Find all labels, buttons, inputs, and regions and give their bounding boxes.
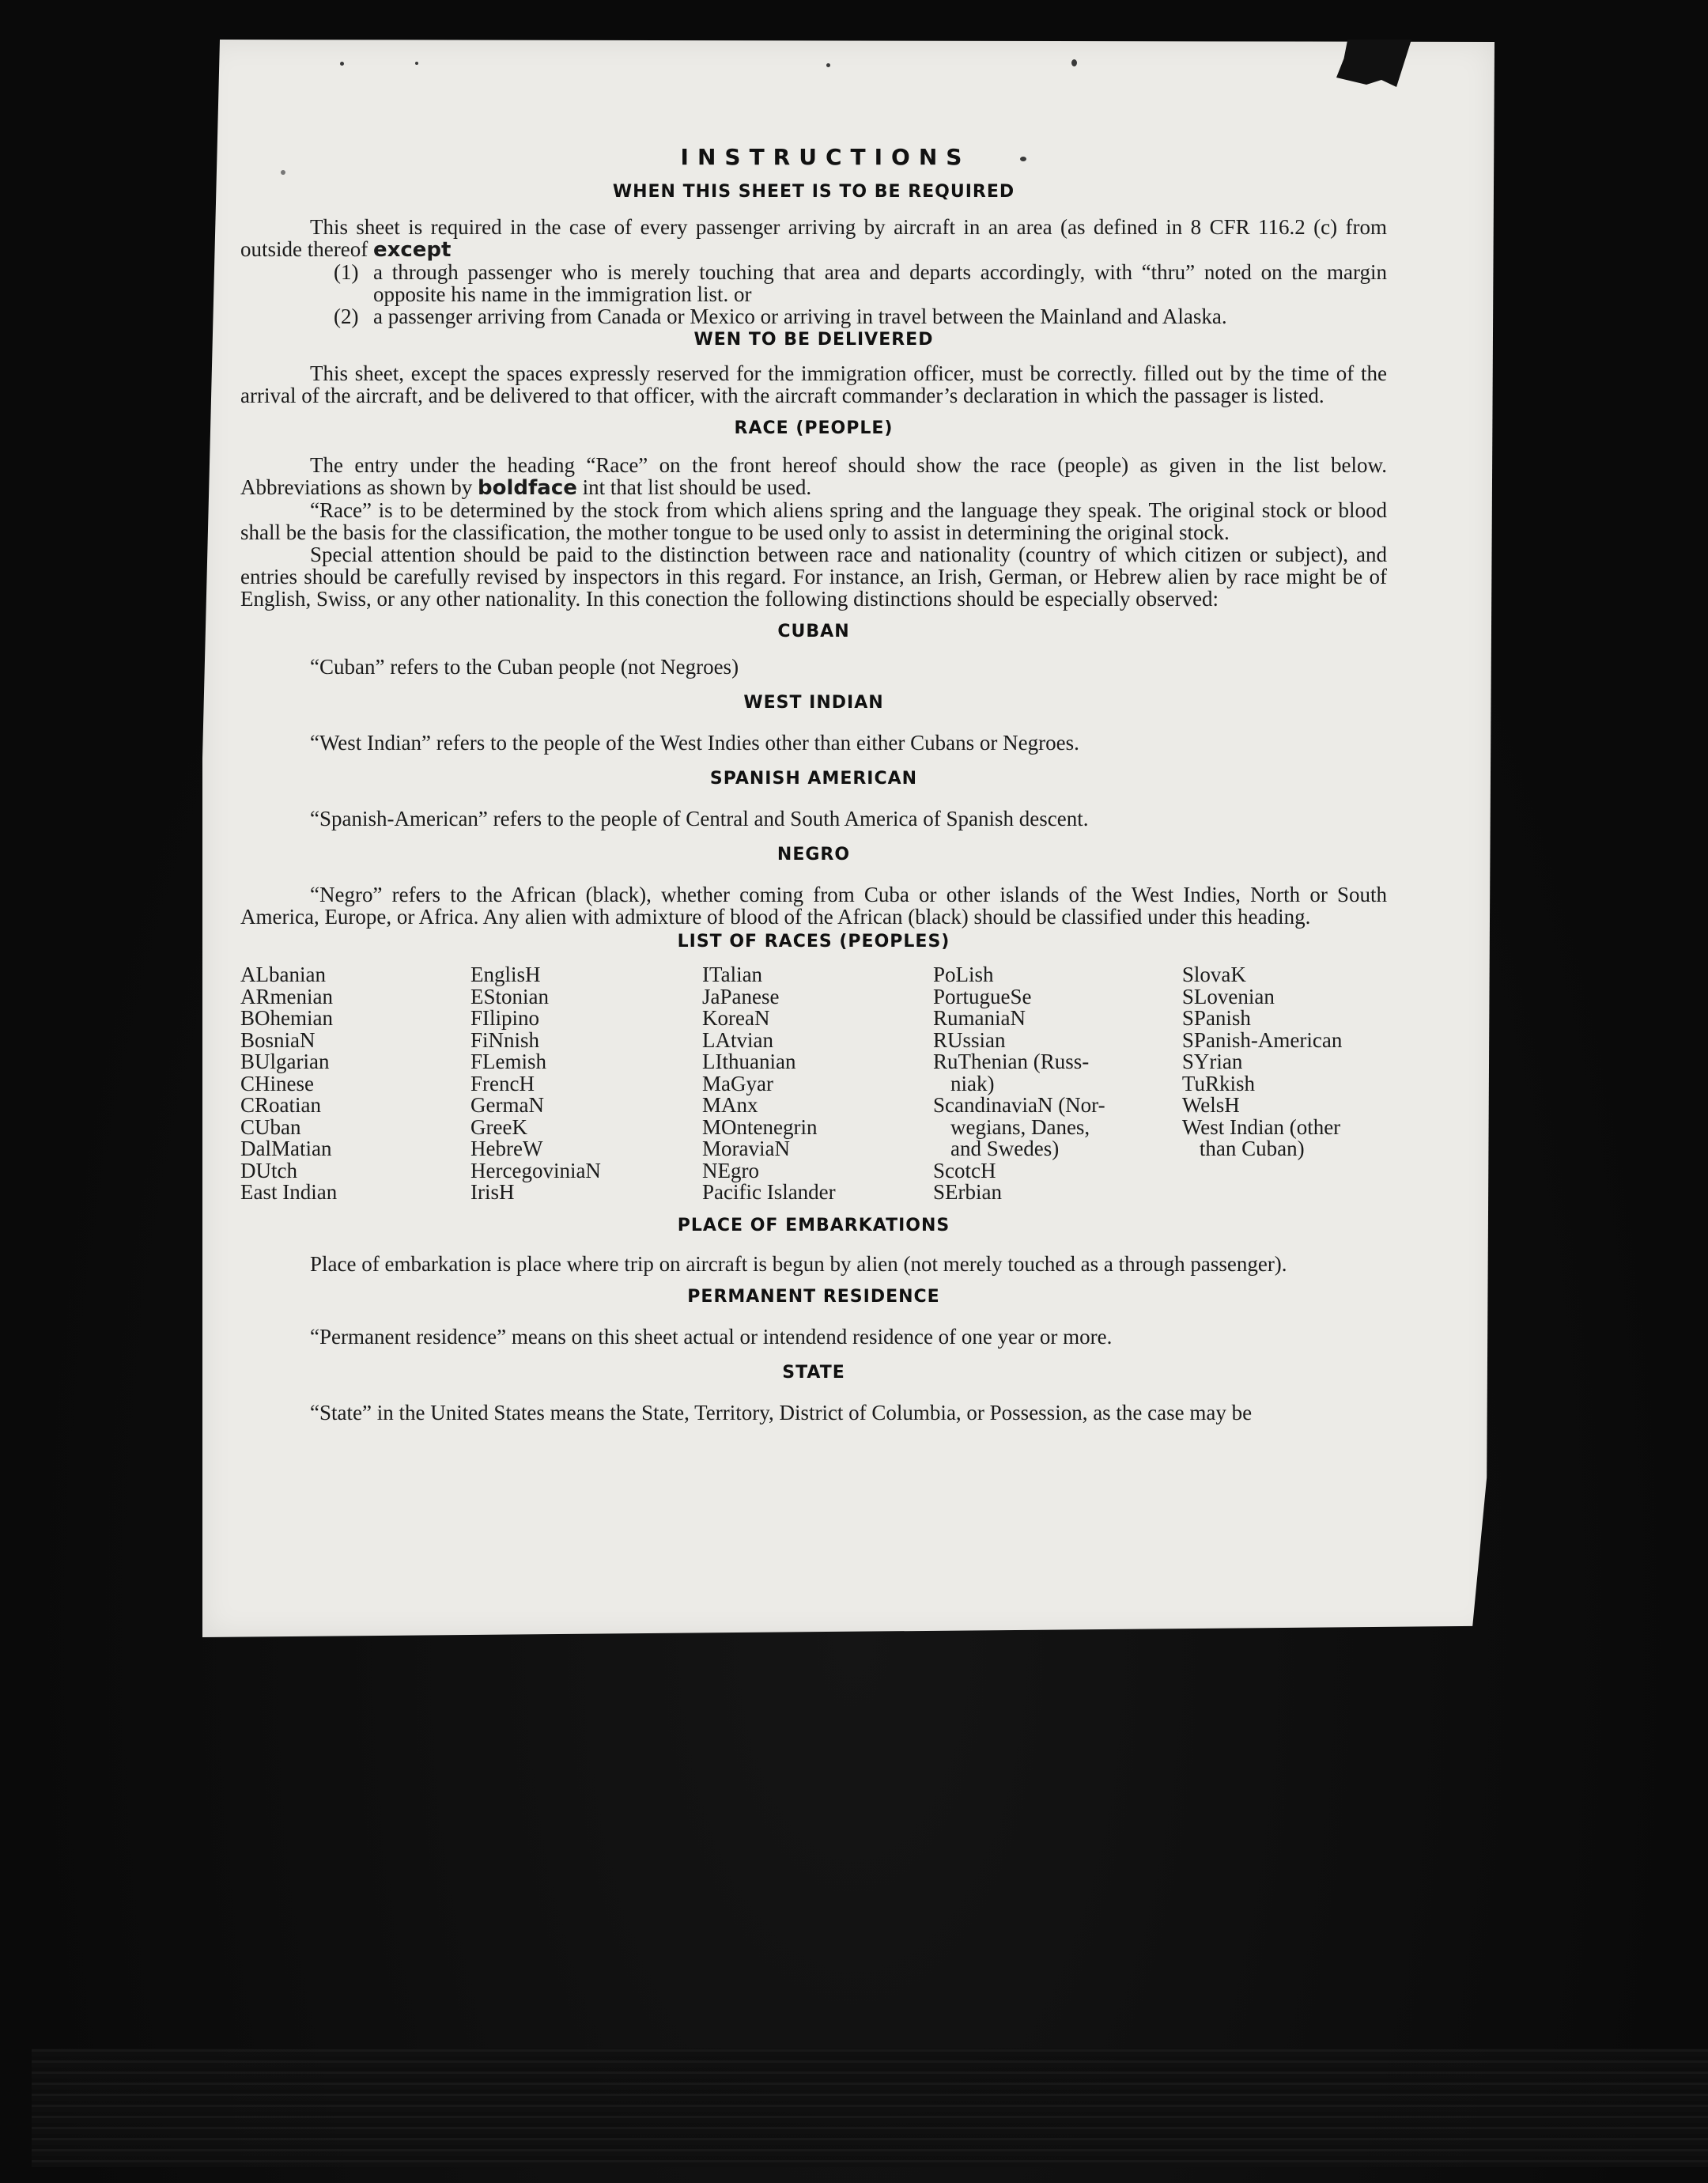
list-item <box>240 305 1387 327</box>
race-entry: CHinese <box>240 1071 314 1095</box>
races-column-4 <box>933 964 1182 1204</box>
race-entry: LAtvian <box>701 1027 773 1052</box>
race-entry-continuation: niak) <box>950 1071 995 1095</box>
race-entry: Pacific Islander <box>701 1180 836 1204</box>
west-indian-text: “West Indian” refers to the people of the West Indies other than either Cubans or Negroes. <box>310 731 1079 755</box>
race-paragraph-2: “Race” is to be determined by the stock from which aliens spring and the language they speak. The original stock or blood shall be the basis for the classification, the mother tongue to be used only to assist in determining the original stock. <box>240 498 1387 544</box>
heading-spanish-american: SPANISH AMERICAN <box>709 769 918 789</box>
race-entry-continuation: and Swedes) <box>950 1137 1060 1160</box>
race-entry: WelsH <box>1181 1093 1240 1117</box>
permanent-residence-text: “Permanent residence” means on this sheet actual or intendend residence of one year or more. <box>310 1324 1113 1349</box>
race-entry: SPanish <box>1181 1006 1251 1030</box>
race-paragraph-1 <box>240 454 1387 499</box>
race-entry: SLovenian <box>1181 984 1275 1008</box>
races-table <box>240 964 1387 1204</box>
speck <box>826 63 830 67</box>
race-entry: RUssian <box>932 1027 1006 1052</box>
race-entry: DalMatian <box>240 1137 332 1160</box>
race-entry: ALbanian <box>240 963 326 986</box>
when-required-intro <box>240 216 1387 261</box>
race-entry: ScandinaviaN (Nor- <box>932 1093 1105 1117</box>
race-entry: HebreW <box>470 1137 543 1160</box>
heading-when-delivered: WEN TO BE DELIVERED <box>693 330 934 350</box>
race-p1-end: int that list should be used. <box>582 475 812 499</box>
heading-race: RACE (PEOPLE) <box>734 418 894 438</box>
race-entry-continuation: wegians, Danes, <box>950 1114 1090 1139</box>
race-entry: FLemish <box>470 1050 547 1073</box>
race-entry: RumaniaN <box>932 1006 1026 1030</box>
heading-negro: NEGRO <box>777 845 851 864</box>
speck <box>340 62 344 66</box>
race-entry: PoLish <box>932 963 994 986</box>
spanish-american-text: “Spanish-American” refers to the people of Central and South America of Spanish descent. <box>310 807 1089 830</box>
race-entry: GreeK <box>470 1114 527 1139</box>
race-entry: MOntenegrin <box>701 1114 818 1139</box>
race-entry: KoreaN <box>701 1006 770 1030</box>
instructions-document <box>240 146 1387 1424</box>
race-entry: BosniaN <box>240 1027 316 1052</box>
race-entry: HercegoviniaN <box>470 1158 601 1182</box>
heading-when-required: WHEN THIS SHEET IS TO BE REQUIRED <box>612 182 1015 202</box>
race-paragraph-3: Special attention should be paid to the distinction between race and nationality (country of which citizen or subject), and entries should be carefully revised by inspectors in this regard. For instance, an Irish, German, or Hebrew alien by race might be of English, Swiss, or any other nationality. In this conection the following distinctions should be especially observed: <box>240 543 1387 611</box>
heading-embarkation: PLACE OF EMBARKATIONS <box>677 1215 950 1235</box>
race-entry: PortugueSe <box>932 984 1032 1008</box>
race-entry: CRoatian <box>240 1093 321 1117</box>
race-p1-boldface: boldface <box>477 476 577 500</box>
speck <box>1071 59 1077 66</box>
race-entry: ITalian <box>701 963 763 986</box>
race-entry: BUlgarian <box>240 1050 330 1073</box>
race-entry: SErbian <box>932 1180 1002 1204</box>
race-entry: TuRkish <box>1181 1071 1255 1095</box>
race-entry: FIlipino <box>470 1006 540 1030</box>
race-entry: FrencH <box>470 1071 535 1095</box>
race-entry: EnglisH <box>470 963 541 986</box>
item-number: (2) <box>334 305 359 328</box>
state-text: “State” in the United States means the State, Territory, District of Columbia, or Possession, as the case may be <box>310 1400 1253 1424</box>
race-entry: MaGyar <box>701 1071 773 1095</box>
race-entry: DUtch <box>240 1158 297 1182</box>
heading-permanent-residence: PERMANENT RESIDENCE <box>687 1286 940 1307</box>
race-entry: GermaN <box>470 1093 544 1117</box>
cuban-text: “Cuban” refers to the Cuban people (not Negroes) <box>310 655 739 679</box>
race-entry: SYrian <box>1181 1050 1243 1073</box>
item-number: (1) <box>334 260 359 284</box>
race-entry: MoraviaN <box>701 1137 790 1160</box>
embarkation-text: Place of embarkation is place where trip on aircraft is begun by alien (not merely touched as a through passenger). <box>310 1251 1287 1276</box>
races-column-1 <box>240 964 470 1204</box>
race-entry: ARmenian <box>240 984 333 1008</box>
speck <box>415 62 418 65</box>
race-entry: RuThenian (Russ- <box>932 1050 1090 1073</box>
when-required-except: except <box>372 238 452 262</box>
race-entry: IrisH <box>470 1180 515 1204</box>
race-entry: MAnx <box>701 1093 758 1117</box>
race-entry: BOhemian <box>240 1006 333 1030</box>
heading-list-of-races: LIST OF RACES (PEOPLES) <box>677 932 950 952</box>
race-entry: SlovaK <box>1181 963 1246 986</box>
race-entry: West Indian (other <box>1181 1114 1341 1139</box>
list-item <box>240 261 1387 305</box>
races-column-3 <box>702 964 933 1204</box>
race-entry: NEgro <box>701 1158 759 1182</box>
heading-west-indian: WEST INDIAN <box>743 693 884 713</box>
item-text: a passenger arriving from Canada or Mexico or arriving in travel between the Mainland and Alaska. <box>373 305 1227 328</box>
when-required-intro-text: This sheet is required in the case of every passenger arriving by aircraft in an area (as defined in 8 CFR 116.2 (c) from outside thereof <box>240 215 1387 261</box>
negro-text: “Negro” refers to the African (black), whether coming from Cuba or other islands of the West Indies, North or South America, Europe, or Africa. Any alien with admixture of blood of the African (black) should be classified under this heading. <box>240 883 1387 929</box>
races-column-5 <box>1182 964 1387 1204</box>
race-entry-continuation: than Cuban) <box>1199 1137 1305 1160</box>
when-delivered-text: This sheet, except the spaces expressly reserved for the immigration officer, must be correctly. filled out by the time of the arrival of the aircraft, and be delivered to that officer, with the aircraft commander’s declaration in which the passager is listed. <box>240 361 1387 407</box>
race-entry: FiNnish <box>470 1027 540 1052</box>
races-column-2 <box>470 964 702 1204</box>
scan-artifact-band <box>32 2049 1708 2167</box>
race-entry: ScotcH <box>932 1158 996 1182</box>
race-entry: CUban <box>240 1114 301 1139</box>
race-p1-text: The entry under the heading “Race” on the front hereof should show the race (people) as given in the list below. Abbreviations as shown by <box>240 453 1387 499</box>
heading-state: STATE <box>782 1362 845 1383</box>
race-entry: LIthuanian <box>701 1050 796 1073</box>
item-text: a through passenger who is merely touching that area and departs accordingly, with “thru” noted on the margin opposite his name in the immigration list. or <box>373 260 1387 306</box>
race-entry: SPanish-American <box>1181 1027 1343 1052</box>
heading-cuban: CUBAN <box>777 622 850 641</box>
race-entry: JaPanese <box>701 984 780 1008</box>
race-entry: EStonian <box>470 984 549 1008</box>
race-entry: East Indian <box>240 1180 338 1204</box>
page-title: INSTRUCTIONS <box>680 144 971 170</box>
